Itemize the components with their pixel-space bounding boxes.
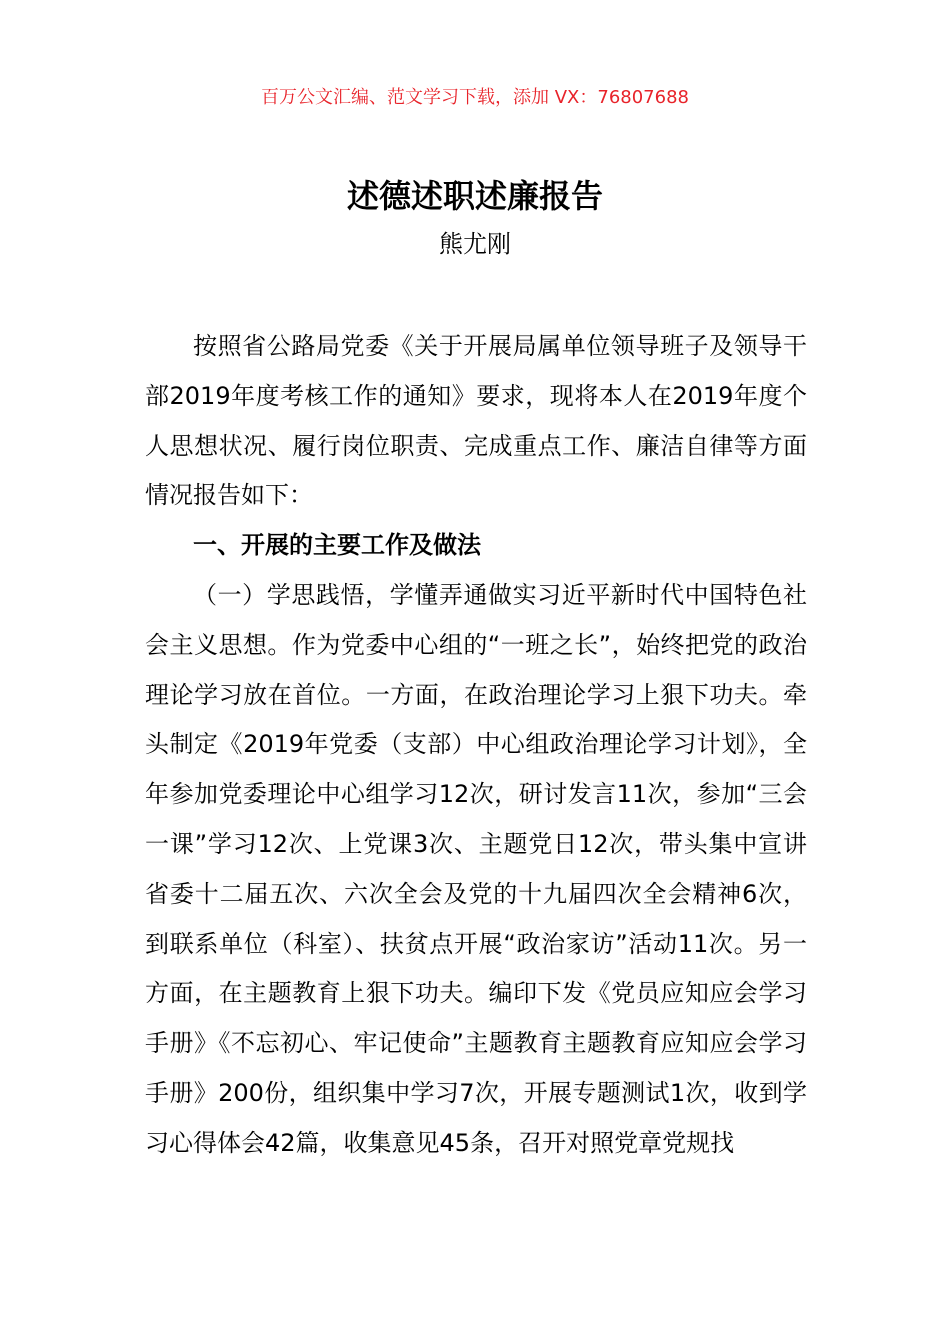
watermark-banner: 百万公文汇编、范文学习下载，添加 VX：76807688 <box>261 87 689 108</box>
body-paragraph: （一）学思践悟，学懂弄通做实习近平新时代中国特色社会主义思想。作为党委中心组的“一班之长”，始终把党的政治理论学习放在首位。一方面，在政治理论学习上狠下功夫。牵头制定《2019年党委（支部）中心组政治理论学习计划》，全年参加党委理论中心组学习12次，研讨发言11次，参加“三会一课”学习12次、上党课3次、主题党日12次，带头集中宣讲省委十二届五次、六次全会及党的十九届四次全会精神6次，到联系单位（科室）、扶贫点开展“政治家访”活动11次。另一方面，在主题教育上狠下功夫。编印下发《党员应知应会学习手册》《不忘初心、牢记使命”主题教育主题教育应知应会学习手册》200份，组织集中学习7次，开展专题测试1次，收到学习心得体会42篇，收集意见45条，召开对照党章党规找 <box>145 580 807 1157</box>
section-heading: 一、开展的主要工作及做法 <box>193 531 481 560</box>
document-author: 熊尤刚 <box>439 230 511 258</box>
document-body <box>145 322 807 1169</box>
document-title: 述德述职述廉报告 <box>346 177 603 215</box>
intro-paragraph: 按照省公路局党委《关于开展局属单位领导班子及领导干部2019年度考核工作的通知》要求，现将本人在2019年度个人思想状况、履行岗位职责、完成重点工作、廉洁自律等方面情况报告如下： <box>145 332 807 510</box>
